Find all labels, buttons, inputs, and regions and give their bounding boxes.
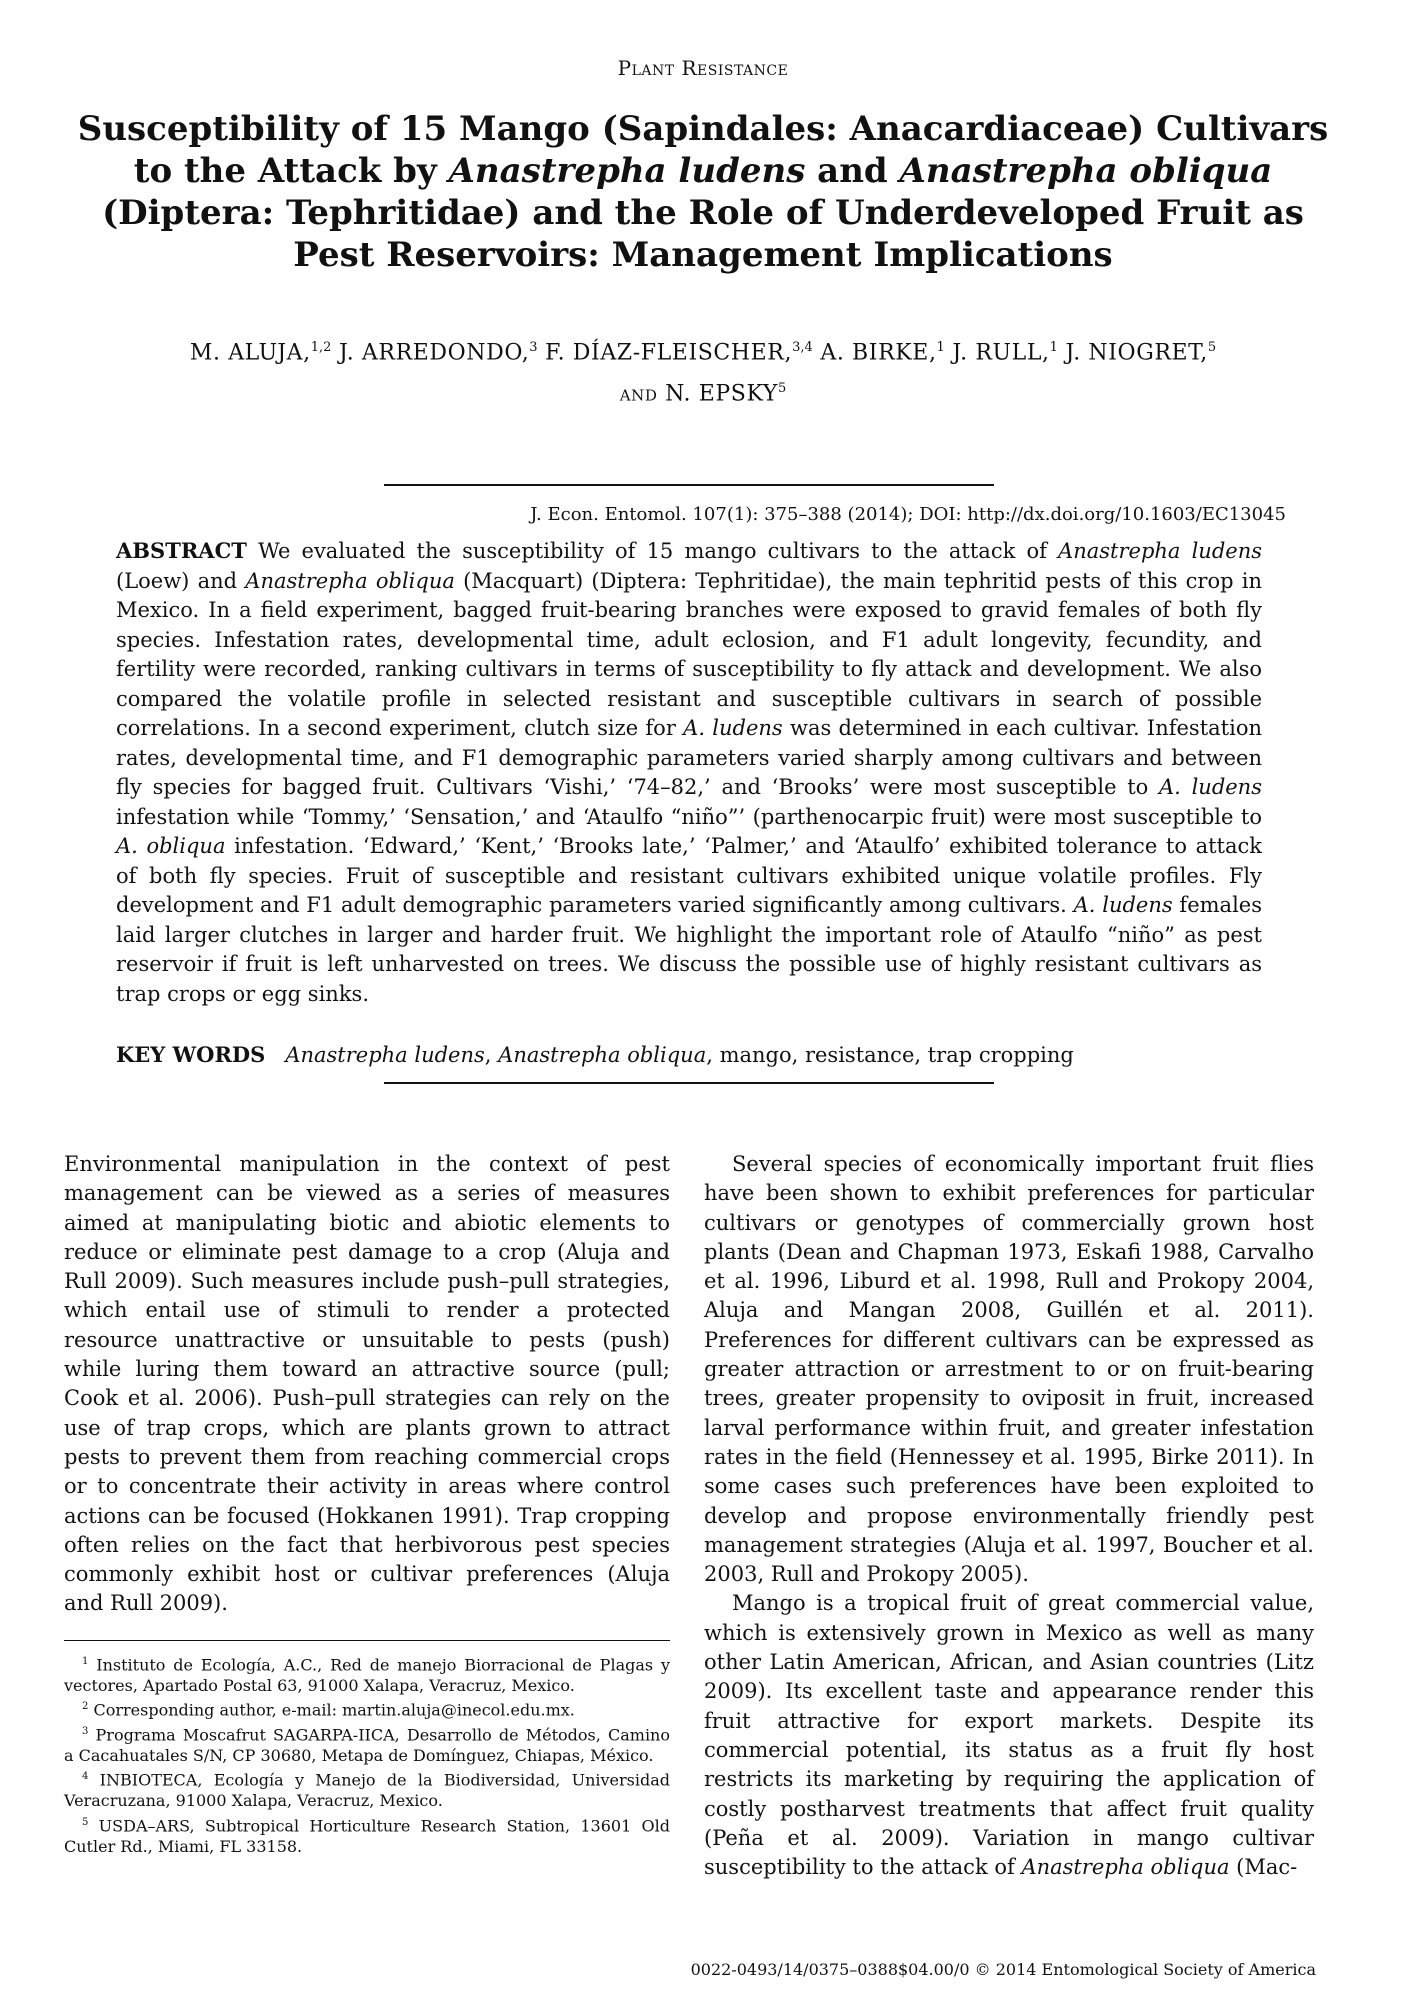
keywords-label: KEY WORDS (116, 1042, 266, 1067)
author-name: J. ARREDONDO, (331, 340, 530, 366)
abstract-label: ABSTRACT (116, 538, 247, 563)
author-affiliation: 1,2 (310, 340, 332, 355)
title-part-1: Susceptibility of 15 Mango (Sapindales: Anacardiaceae) Cultivars to the Attack by (77, 109, 1329, 191)
keyword-species: Anastrepha obliqua (498, 1043, 707, 1067)
abstract-text: infestation while ‘Tommy,’ ‘Sensation,’ and ‘Ataulfo “niño”’ (parthenocarpic fruit) were most susceptible to (116, 804, 1262, 829)
rule-top (384, 484, 994, 486)
body-paragraph (704, 1589, 1314, 1882)
footnote-3 (64, 1722, 670, 1766)
body-text: Mango is a tropical fruit of great commercial value, which is extensively grown in Mexico as well as many other Latin American, African, and Asian countries (Litz 2009). Its excellent taste and appearance render this fruit attractive for export markets. Despite its commercial potential, its status as a fruit fly host restricts its marketing by requiring the application of costly postharvest treatments that affect fruit quality (Peña et al. 2009). Variation in mango cultivar susceptibility to the attack of (704, 1591, 1314, 1880)
footnote-text: USDA–ARS, Subtropical Horticulture Research Station, 13601 Old Cutler Rd., Miami, FL 33158. (64, 1816, 671, 1856)
body-text: (Mac- (1229, 1855, 1298, 1880)
keyword-species: Anastrepha ludens (285, 1043, 485, 1067)
footnote-5 (64, 1813, 670, 1857)
journal-citation: J. Econ. Entomol. 107(1): 375–388 (2014); DOI: http://dx.doi.org/10.1603/EC13045 (530, 504, 1286, 525)
abstract-text: was determined in each cultivar. Infestation rates, developmental time, and F1 demographic parameters varied sharply among cultivars and between fly species for bagged fruit. Cultivars ‘Vishi,’ ‘74–82,’ and ‘Brooks’ were most susceptible to (116, 716, 1262, 799)
footnotes (64, 1652, 670, 1858)
copyright-line: 0022-0493/14/0375–0388$04.00/0 © 2014 Entomological Society of America (690, 1960, 1316, 1979)
author-affiliation: 3,4 (792, 340, 813, 355)
abstract-text: infestation. ‘Edward,’ ‘Kent,’ ‘Brooks late,’ ‘Palmer,’ and ‘Ataulfo’ exhibited tolerance to attack of both fly species. Fruit of susceptible and resistant cultivars exhibited unique volatile profiles. Fly development and F1 adult demographic parameters varied significantly among cultivars. (116, 834, 1262, 917)
footnote-number: 1 (82, 1656, 89, 1667)
author-affiliation: 1 (1049, 340, 1058, 355)
author-affiliation: 1 (936, 340, 945, 355)
abstract-text: We evaluated the susceptibility of 15 mango cultivars to the attack of (246, 539, 1059, 563)
title-part-3: (Diptera: Tephritidae) and the Role of Underdeveloped Fruit as Pest Reservoirs: Management Implications (102, 193, 1304, 275)
author-affiliation: 5 (1207, 340, 1217, 355)
body-column-left (64, 1150, 670, 1619)
footnote-2 (64, 1697, 670, 1721)
abstract-species: Anastrepha ludens (1058, 539, 1262, 563)
footnote-rule (64, 1640, 670, 1641)
article-title (60, 108, 1346, 276)
abstract (116, 536, 1262, 1009)
footnote-text: Programa Moscafrut SAGARPA-IICA, Desarrollo de Métodos, Camino a Cacahuatales S/N, CP 30680, Metapa de Domínguez, Chiapas, México. (64, 1725, 670, 1765)
abstract-species: A. ludens (683, 716, 783, 740)
abstract-species: A. ludens (1073, 893, 1173, 917)
author-name: F. DÍAZ-FLEISCHER, (537, 340, 793, 366)
abstract-species: A. ludens (1159, 775, 1262, 799)
abstract-species: A. obliqua (116, 834, 226, 858)
keywords (116, 1040, 1262, 1070)
section-label: Plant Resistance (617, 56, 789, 80)
rule-bottom (384, 1082, 994, 1084)
abstract-text: females laid larger clutches in larger and harder fruit. We highlight the important role of Ataulfo “niño” as pest reservoir if fruit is left unharvested on trees. We discuss the possible use of highly resistant cultivars as trap crops or egg sinks. (116, 893, 1262, 1006)
title-part-2: and (805, 151, 900, 191)
author-name: M. ALUJA, (189, 340, 311, 366)
footnote-number: 2 (82, 1701, 89, 1713)
abstract-text: (Macquart) (Diptera: Tephritidae), the main tephritid pests of this crop in Mexico. In a field experiment, bagged fruit-bearing branches were exposed to gravid females of both fly species. Infestation rates, developmental time, adult eclosion, and F1 adult longevity, fecundity, and fertility were recorded, ranking cultivars in terms of susceptibility to fly attack and development. We also compared the volatile profile in selected resistant and susceptible cultivars in search of possible correlations. In a second experiment, clutch size for (116, 568, 1263, 740)
author-conjunction: and (619, 381, 658, 407)
body-column-right (704, 1150, 1314, 1882)
footnote-1 (64, 1652, 670, 1696)
abstract-text: (Loew) and (116, 568, 246, 593)
title-species-1: Anastrepha ludens (448, 151, 806, 191)
author-affiliation: 3 (529, 340, 538, 355)
footnote-number: 4 (82, 1771, 89, 1783)
keyword-rest: , mango, resistance, trap cropping (706, 1043, 1074, 1067)
author-name: J. NIOGRET, (1057, 340, 1208, 366)
footnote-4 (64, 1767, 670, 1811)
author-name: N. EPSKY (657, 381, 779, 407)
footnote-text: INBIOTECA, Ecología y Manejo de la Biodiversidad, Universidad Veracruzana, 91000 Xalapa, Veracruz, Mexico. (64, 1770, 670, 1811)
keyword-separator: , (484, 1043, 499, 1067)
footnote-text: Corresponding author, e-mail: martin.aluja@inecol.edu.mx. (93, 1700, 575, 1720)
footnote-text: Instituto de Ecología, A.C., Red de manejo Biorracional de Plagas y vectores, Apartado Postal 63, 91000 Xalapa, Veracruz, Mexico. (64, 1655, 671, 1695)
footnote-number: 3 (82, 1726, 89, 1738)
body-species: Anastrepha obliqua (1021, 1855, 1230, 1880)
author-affiliation: 5 (778, 381, 787, 397)
title-species-2: Anastrepha obliqua (899, 151, 1273, 191)
footnote-number: 5 (82, 1816, 89, 1828)
author-name: A. BIRKE, (812, 340, 937, 366)
body-paragraph: Several species of economically important fruit flies have been shown to exhibit preferences for particular cultivars or genotypes of commercially grown host plants (Dean and Chapman 1973, Eskafi 1988, Carvalho et al. 1996, Liburd et al. 1998, Rull and Prokopy 2004, Aluja and Mangan 2008, Guillén et al. 2011). Preferences for different cultivars can be expressed as greater attraction or arrestment to or on fruit-bearing trees, greater propensity to oviposit in fruit, increased larval performance within fruit, and greater infestation rates in the field (Hennessey et al. 1995, Birke 2011). In some cases such preferences have been exploited to develop and propose environmentally friendly pest management strategies (Aluja et al. 1997, Boucher et al. 2003, Rull and Prokopy 2005). (704, 1152, 1314, 1587)
author-name: J. RULL, (944, 340, 1050, 366)
author-list (80, 330, 1326, 413)
body-paragraph: Environmental manipulation in the context of pest management can be viewed as a series of measures aimed at manipulating biotic and abiotic elements to reduce or eliminate pest damage to a crop (Aluja and Rull 2009). Such measures include push–pull strategies, which entail use of stimuli to render a protected resource unattractive or unsuitable to pests (push) while luring them toward an attractive source (pull; Cook et al. 2006). Push–pull strategies can rely on the use of trap crops, which are plants grown to attract pests to prevent them from reaching commercial crops or to concentrate their activity in areas where control actions can be focused (Hokkanen 1991). Trap cropping often relies on the fact that herbivorous pest species commonly exhibit host or cultivar preferences (Aluja and Rull 2009). (64, 1152, 670, 1616)
abstract-species: Anastrepha obliqua (245, 568, 455, 593)
